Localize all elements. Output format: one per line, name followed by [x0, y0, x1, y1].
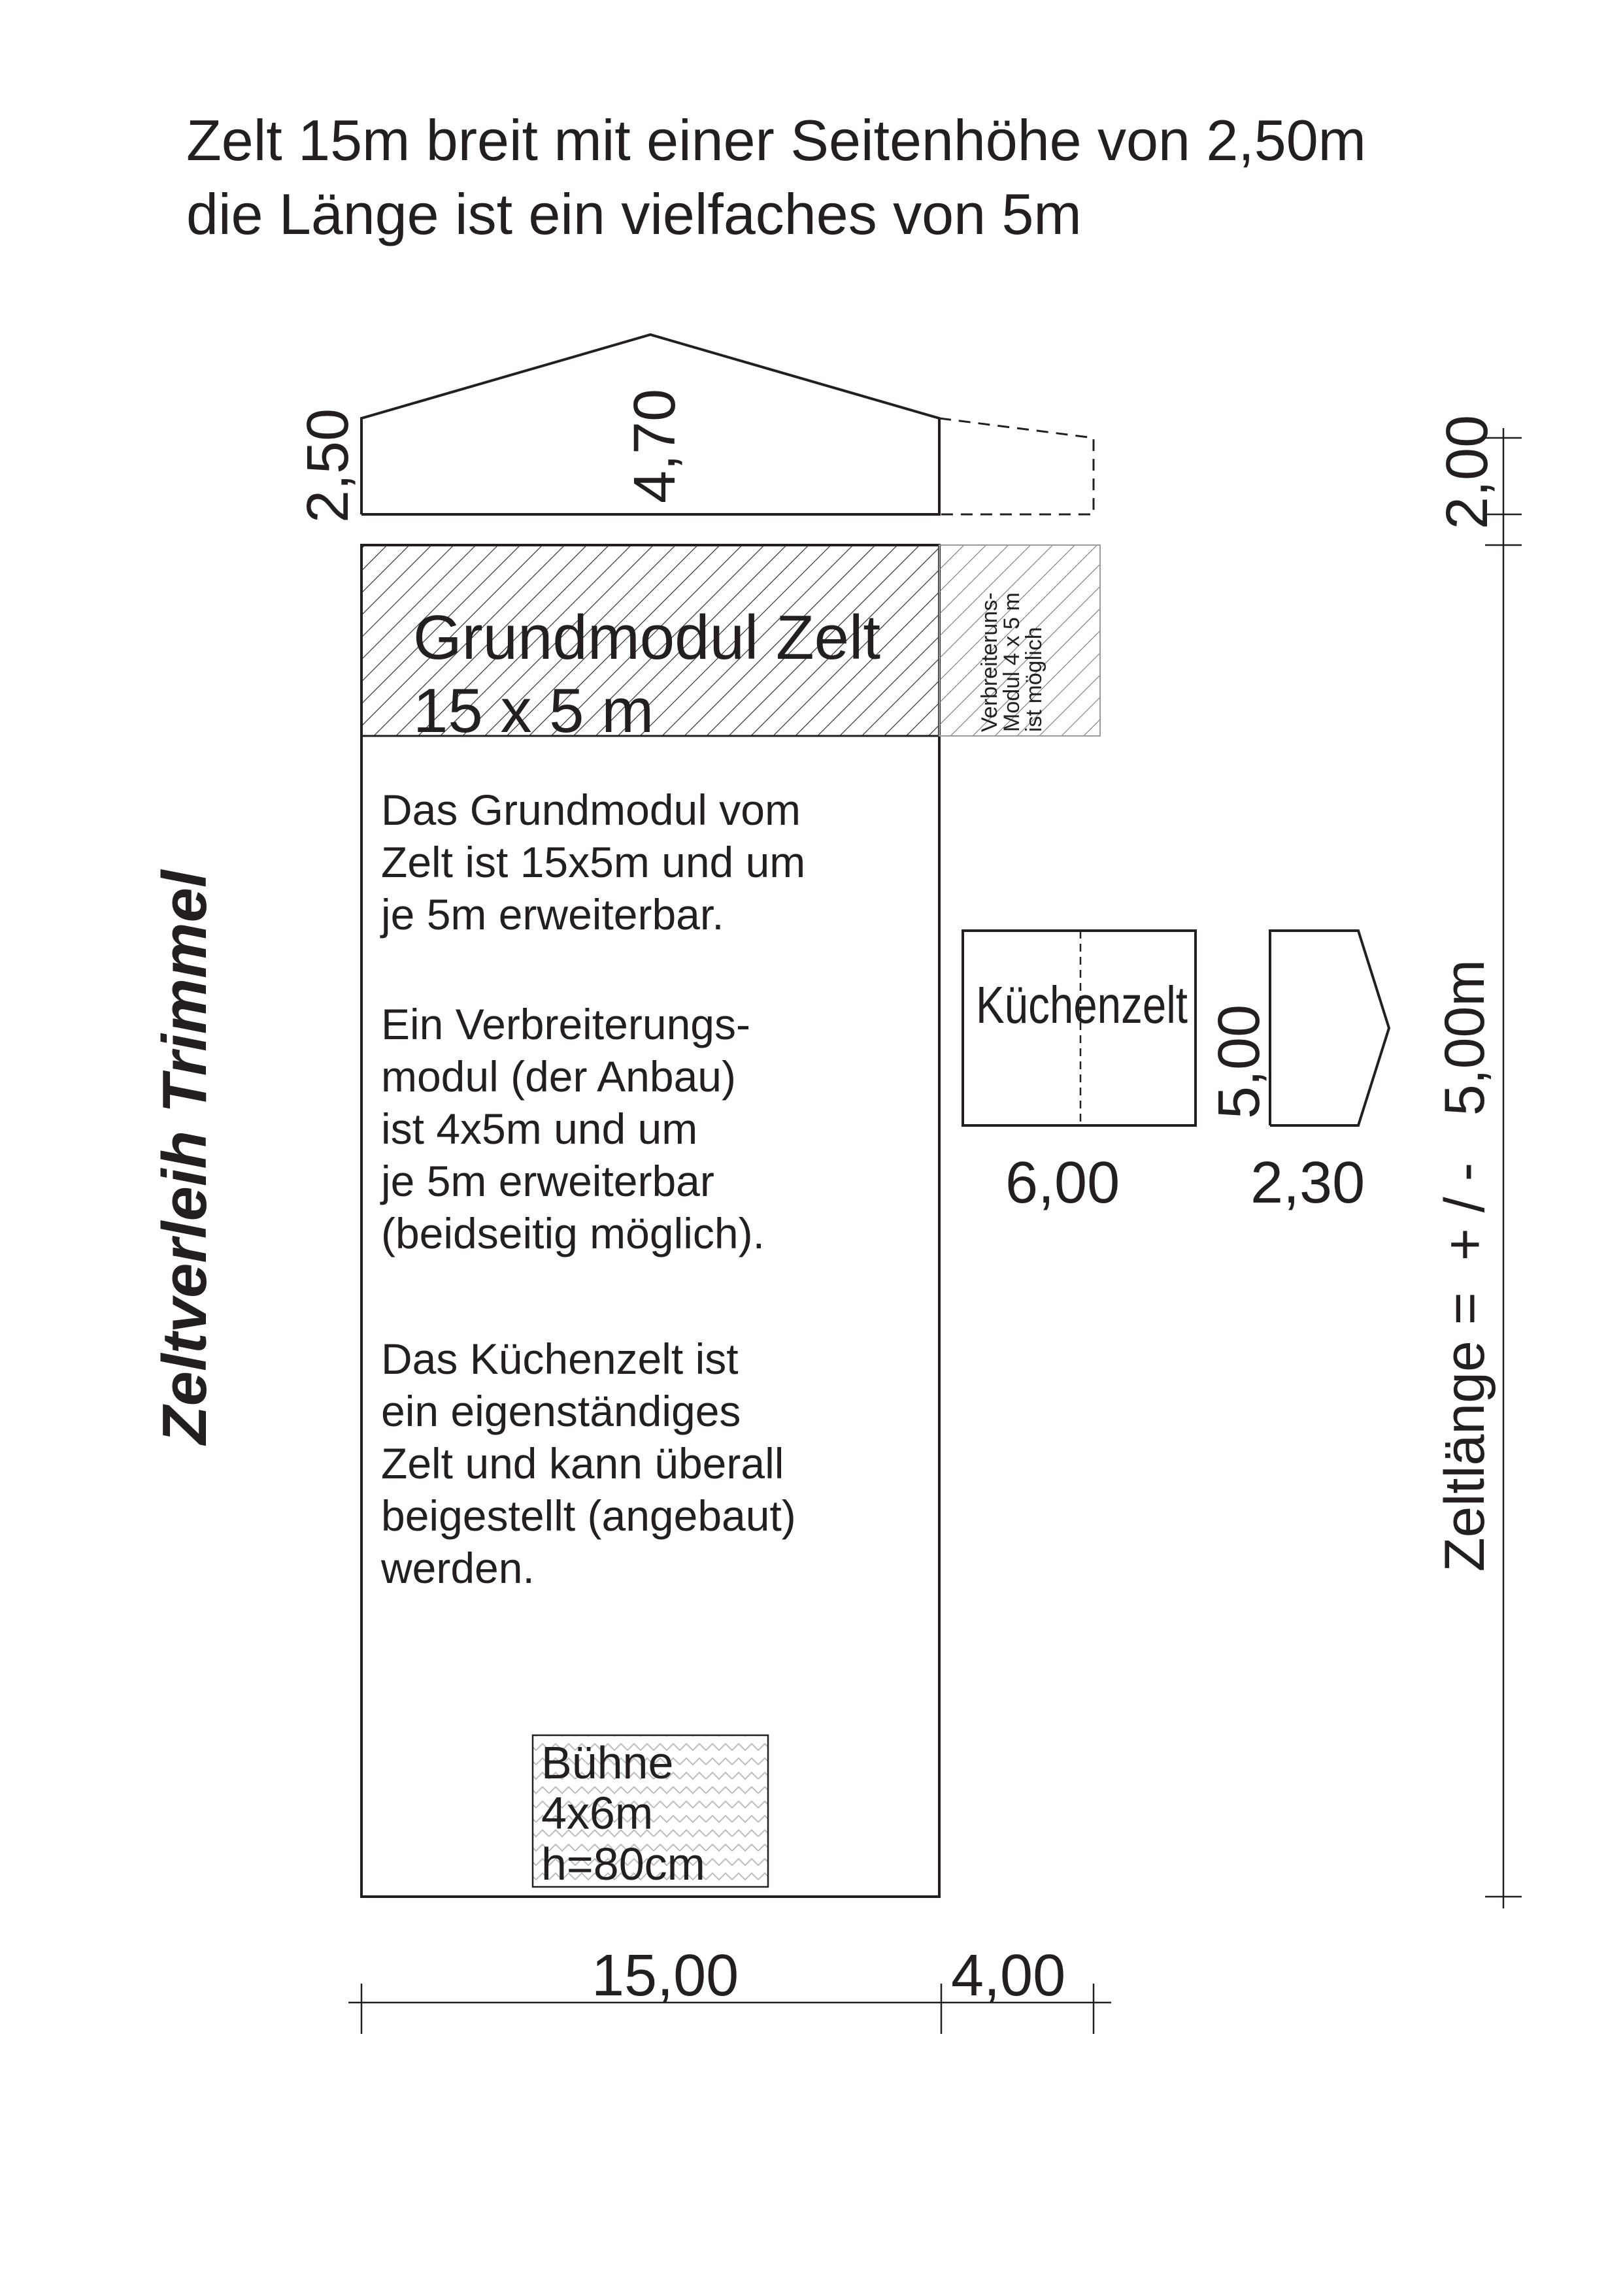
desc-p3-l4: beigestellt (angebaut) — [381, 1491, 796, 1540]
main-width-dim: 15,00 — [592, 1943, 739, 2008]
extension-module-line-3: ist möglich — [1022, 627, 1046, 732]
desc-p2-l1: Ein Verbreiterungs- — [381, 1000, 750, 1048]
extension-height-dim: 2,00 — [1435, 414, 1500, 529]
desc-p2-l3: ist 4x5m und um — [381, 1105, 698, 1153]
extension-width-dim: 4,00 — [951, 1943, 1066, 2008]
kitchen-tent — [963, 931, 1389, 1216]
grundmodul-title: Grundmodul Zelt — [413, 603, 880, 673]
stage — [533, 1735, 768, 1889]
stage-line-3: h=80cm — [541, 1838, 705, 1889]
bottom-dimensions — [348, 1943, 1111, 2034]
desc-p1-l2: Zelt ist 15x5m und um — [381, 838, 806, 886]
extension-module-line-2: Modul 4 x 5 m — [999, 592, 1024, 732]
kitchen-side-width-dim: 2,30 — [1250, 1150, 1365, 1216]
extension-module-line-1: Verbreiteruns- — [977, 592, 1002, 732]
extension-module — [939, 545, 1100, 736]
side-height-dim: 2,50 — [295, 408, 361, 523]
company-name: Zeltverleih Trimmel — [150, 870, 220, 1444]
desc-p3-l1: Das Küchenzelt ist — [381, 1335, 739, 1383]
desc-p2-l5: (beidseitig möglich). — [381, 1209, 765, 1257]
desc-p1-l1: Das Grundmodul vom — [381, 786, 801, 834]
kitchen-tent-label: Küchenzelt — [976, 976, 1188, 1034]
desc-p1-l3: je 5m erweiterbar. — [381, 890, 724, 939]
header-line-1: Zelt 15m breit mit einer Seitenhöhe von 2,50m — [186, 108, 1366, 173]
desc-p3-l5: werden. — [381, 1544, 535, 1592]
ridge-height-dim: 4,70 — [622, 388, 688, 503]
kitchen-tent-profile — [1270, 931, 1389, 1125]
kitchen-depth-dim: 5,00 — [1207, 1004, 1272, 1119]
desc-p2-l2: modul (der Anbau) — [381, 1052, 736, 1101]
description-text — [380, 786, 805, 1592]
desc-p3-l3: Zelt und kann überall — [381, 1439, 784, 1488]
stage-line-2: 4x6m — [541, 1788, 654, 1838]
kitchen-width-dim: 6,00 — [1005, 1150, 1120, 1216]
extension-profile — [939, 418, 1094, 514]
length-label: Zeltlänge = + / - 5,00m — [1433, 959, 1496, 1572]
desc-p3-l2: ein eigenständiges — [381, 1387, 741, 1435]
grundmodul-size: 15 x 5 m — [413, 676, 654, 746]
desc-p2-l4: je 5m erweiterbar — [381, 1157, 714, 1205]
stage-line-1: Bühne — [541, 1737, 674, 1788]
tent-elevation — [295, 335, 1094, 523]
header-line-2: die Länge ist ein vielfaches von 5m — [186, 182, 1082, 246]
length-dimension — [1433, 415, 1522, 1908]
